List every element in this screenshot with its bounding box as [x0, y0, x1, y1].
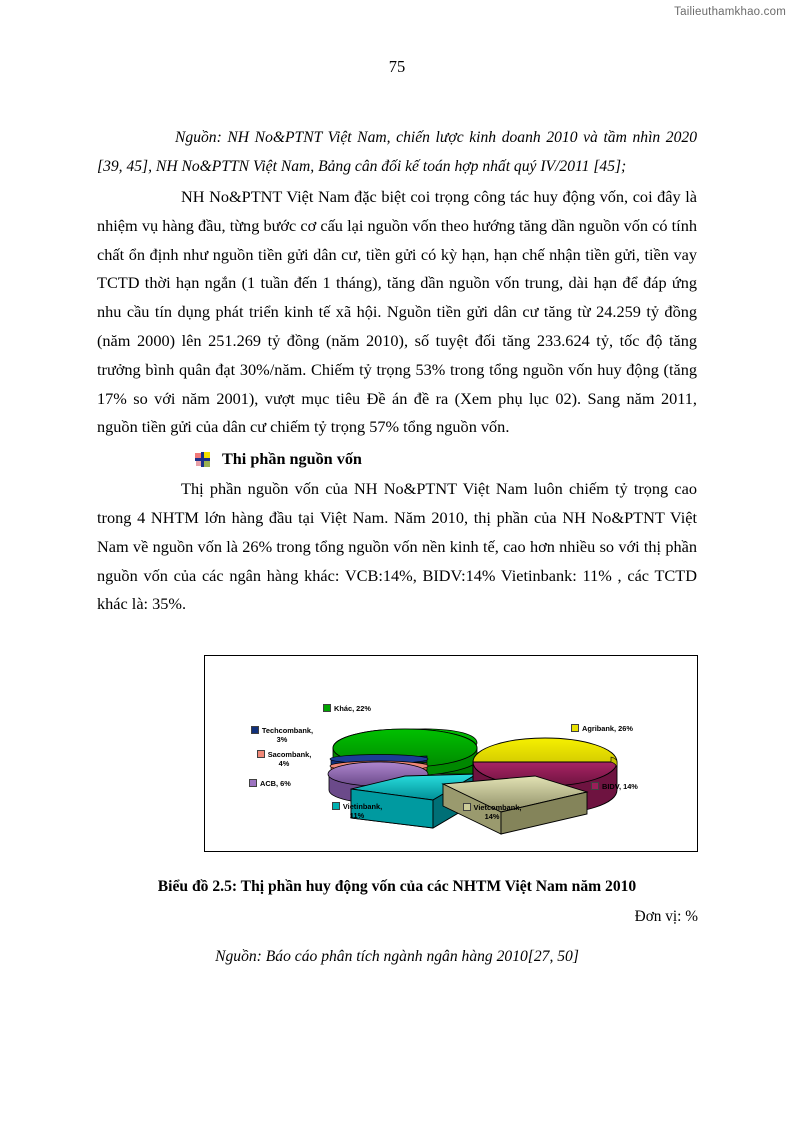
- swatch-techcombank-icon: [251, 726, 259, 734]
- paragraph-market-share: [97, 475, 697, 619]
- swatch-khac-icon: [323, 704, 331, 712]
- swatch-agribank-icon: [571, 724, 579, 732]
- paragraph-capital-mobilization: [97, 183, 697, 442]
- source-note-line1: Nguồn: NH No&PTNT Việt Nam, chiến lược kinh doanh 2010 và tầm nhìn 2020: [175, 129, 697, 146]
- chart-caption: Biểu đồ 2.5: Thị phần huy động vốn của các NHTM Việt Nam năm 2010: [157, 878, 637, 895]
- chart-unit-label: Đơn vị: %: [634, 908, 698, 925]
- swatch-bidv-icon: [591, 782, 599, 790]
- pie-label-agribank: Agribank, 26%: [571, 724, 633, 733]
- pie-label-vietcombank: Vietcombank, 14%: [429, 803, 555, 822]
- swatch-vietinbank-icon: [332, 802, 340, 810]
- source-note-top: [97, 124, 697, 181]
- pie-label-techcombank: Techcombank, 3%: [219, 726, 345, 745]
- four-square-bullet-icon: [195, 452, 210, 467]
- chart-source-note: Nguồn: Báo cáo phân tích ngành ngân hàng 2010[27, 50]: [215, 948, 579, 965]
- document-body: [97, 124, 697, 619]
- swatch-acb-icon: [249, 779, 257, 787]
- chart-container: [204, 655, 698, 852]
- pie-label-khac: Khác, 22%: [323, 704, 371, 713]
- pie-label-acb: ACB, 6%: [249, 779, 291, 788]
- page-number: 75: [388, 57, 406, 76]
- pie-label-vietinbank: Vietinbank, 11%: [303, 802, 411, 821]
- sub-heading-label: Thi phần nguồn vốn: [222, 450, 362, 469]
- swatch-sacombank-icon: [257, 750, 265, 758]
- watermark-text: Tailieuthamkhao.com: [674, 6, 786, 18]
- sub-heading-market-share: [97, 446, 697, 473]
- pie-chart: [205, 656, 697, 851]
- pie-label-sacombank: Sacombank, 4%: [221, 750, 347, 769]
- paragraph-1-text: NH No&PTNT Việt Nam đặc biệt coi trọng công tác huy động vốn, coi đây là nhiệm vụ hàng đầu, từng bước cơ cấu lại nguồn vốn theo hướng tăng dần nguồn vốn có tính chất ổn định như nguồn tiền gửi dân cư, tiền gửi có kỳ hạn, hạn chế nhận tiền gửi, tiền vay TCTD thời hạn ngắn (1 tuần đến 1 tháng), tăng dần nguồn vốn trung, dài hạn để đáp ứng nhu cầu tín dụng phát triển kinh tế xã hội. Nguồn tiền gửi dân cư tăng từ 24.259 tỷ đồng (năm 2000) lên 251.269 tỷ đồng (năm 2010), số tuyệt đối tăng 233.624 tỷ, tốc độ tăng trưởng bình quân đạt 30%/năm. Chiếm tỷ trọng 53% trong tổng nguồn vốn huy động (tăng 17% so với năm 2001), vượt mục tiêu Đề án đề ra (Xem phụ lục 02). Sang năm 2011, nguồn tiền gửi của dân cư chiếm tỷ trọng 57% tổng nguồn vốn.: [97, 187, 697, 437]
- swatch-vietcombank-icon: [463, 803, 471, 811]
- paragraph-2-text: Thị phần nguồn vốn của NH No&PTNT Việt Nam luôn chiếm tỷ trọng cao trong 4 NHTM lớn hàng đầu tại Việt Nam. Năm 2010, thị phần của NH No&PTNT Việt Nam về nguồn vốn là 26% trong tổng nguồn vốn nền kinh tế, cao hơn nhiều so với thị phần nguồn vốn của các ngân hàng khác: VCB:14%, BIDV:14% Vietinbank: 11% , các TCTD khác là: 35%.: [97, 479, 697, 614]
- source-note-line2: [39, 45], NH No&PTTN Việt Nam, Bảng cân đối kế toán hợp nhất quý IV/2011 [45];: [97, 157, 627, 175]
- pie-label-bidv: BIDV, 14%: [591, 782, 638, 791]
